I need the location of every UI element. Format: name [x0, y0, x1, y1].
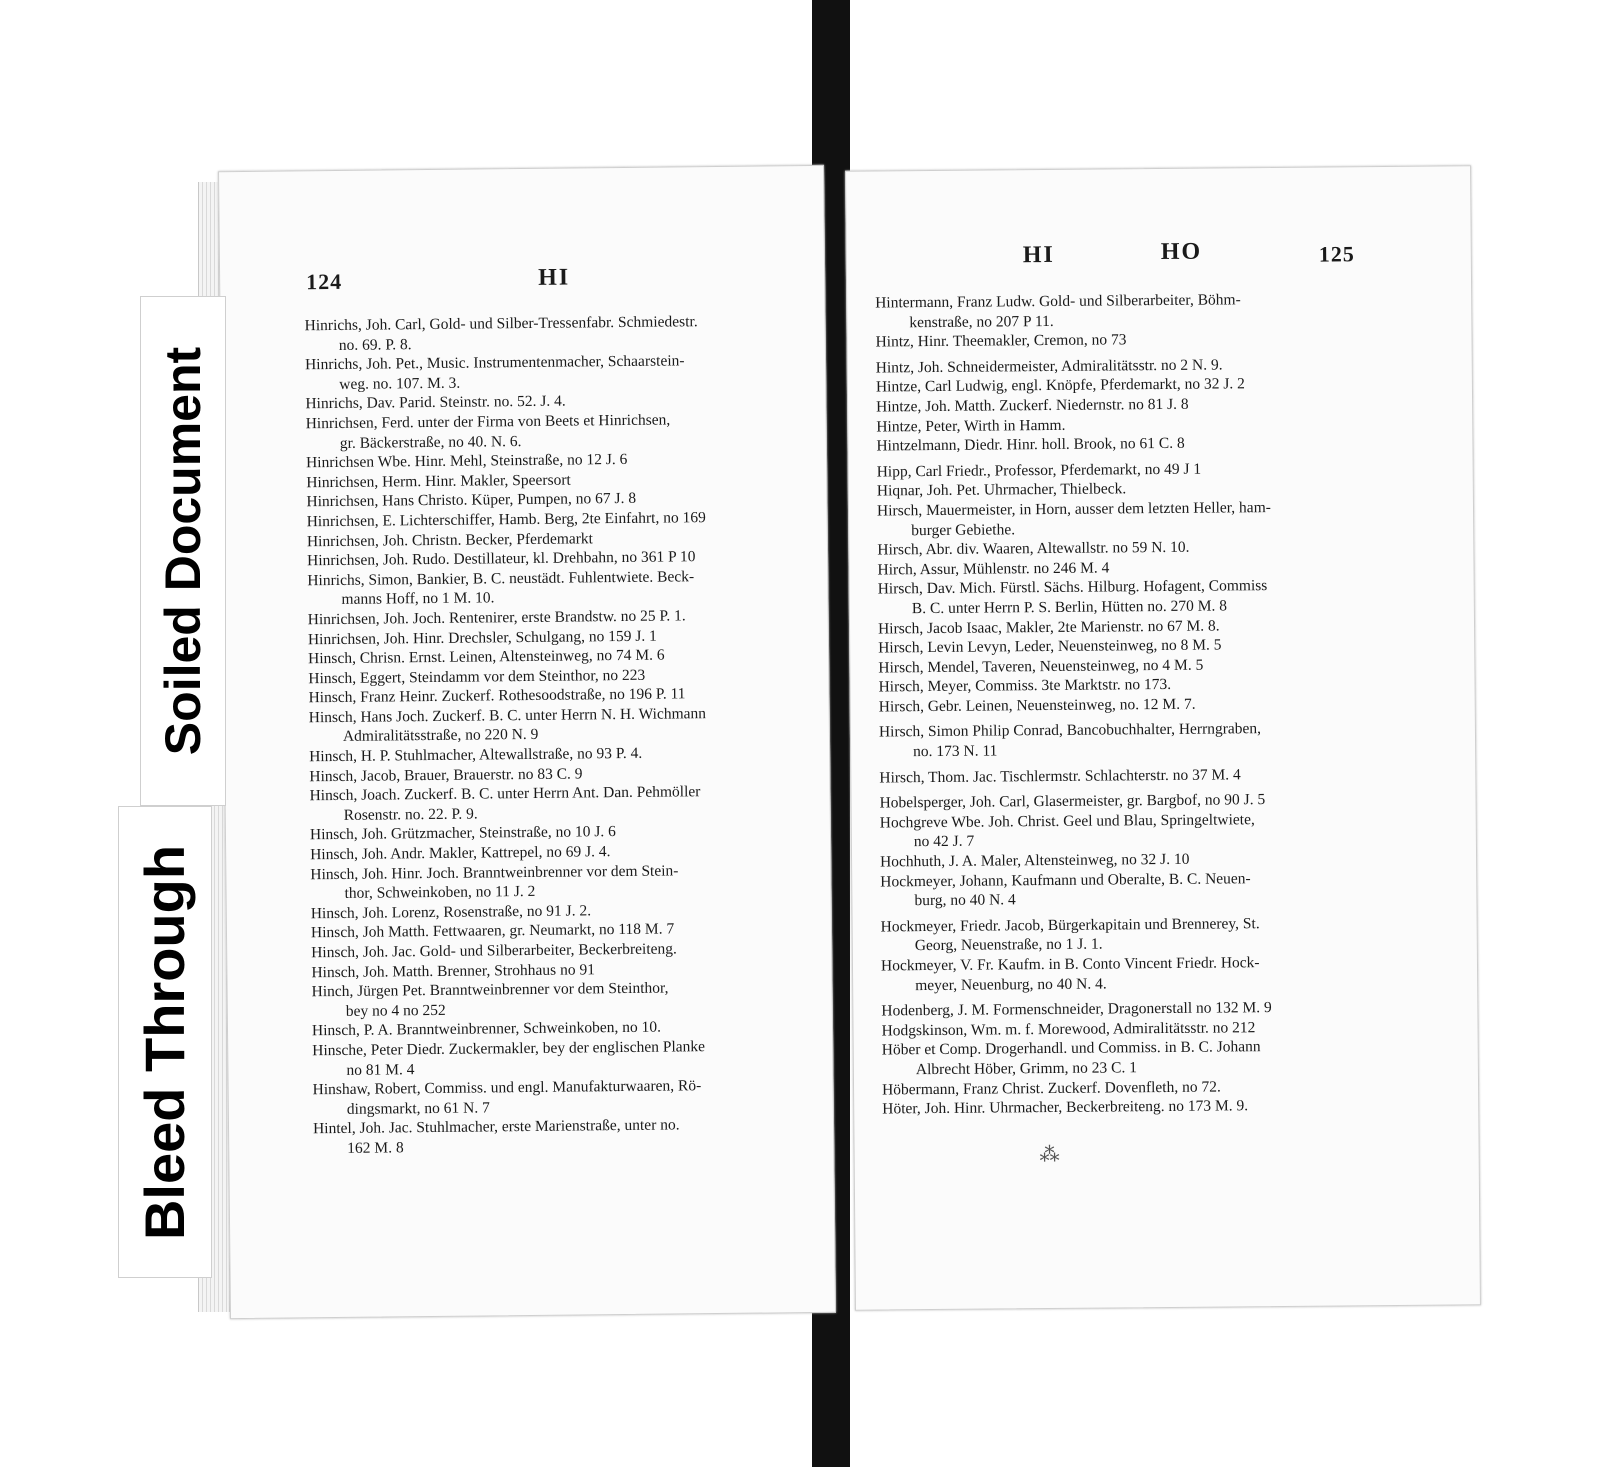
soiled-document-stamp: [140, 296, 226, 806]
directory-entry: [312, 1036, 808, 1080]
entry-continuation-line: thor, Schweinkoben, no 11 J. 2: [344, 883, 536, 903]
entry-continuation-line: Georg, Neuenstraße, no 1 J. 1.: [914, 935, 1103, 955]
entry-line: Hirsch, Abr. div. Waaren, Altewallstr. no 59 N. 10.: [877, 538, 1190, 559]
entry-line: Hintz, Joh. Schneidermeister, Admiralitätsstr. no 2 N. 9.: [875, 356, 1223, 377]
entry-line: Hinrichsen, Ferd. unter der Firma von Beets et Hinrichsen,: [305, 411, 671, 433]
ornament-icon: ⁂: [1039, 1143, 1058, 1167]
entry-line: Hinch, Jürgen Pet. Branntweinbrenner vor dem Steinthor,: [311, 979, 669, 1001]
entry-continuation-line: dingsmarkt, no 61 N. 7: [346, 1099, 490, 1118]
directory-entry: [312, 977, 808, 1021]
entry-line: Hirsch, Thom. Jac. Tischlermstr. Schlachterstr. no 37 M. 4: [879, 765, 1241, 787]
entry-line: Hinrichs, Simon, Bankier, B. C. neustädt. Fuhlentwiete. Beck-: [307, 567, 695, 590]
entry-line: Hochhuth, J. A. Maler, Altensteinweg, no 32 J. 10: [879, 850, 1190, 871]
entry-line: Hintze, Joh. Matth. Zuckerf. Niedernstr. no 81 J. 8: [876, 395, 1189, 416]
entry-continuation-line: burg, no 40 N. 4: [914, 891, 1016, 910]
right-page-header-hi: HI: [1022, 241, 1055, 269]
entry-line: Hinrichsen, E. Lichterschiffer, Hamb. Berg, 2te Einfahrt, no 169: [306, 509, 706, 531]
entry-line: Hinrichsen Wbe. Hinr. Mehl, Steinstraße, no 12 J. 6: [305, 451, 628, 472]
entry-line: Hinsch, Joh. Matth. Brenner, Strohhaus no 91: [311, 960, 596, 981]
entry-line: Hinsch, Chrisn. Ernst. Leinen, Altensteinweg, no 74 M. 6: [308, 646, 665, 668]
entry-continuation-line: gr. Bäckerstraße, no 40. N. 6.: [339, 432, 522, 452]
entry-continuation-line: 162 M. 8: [347, 1139, 404, 1157]
entry-line: Höter, Joh. Hinr. Uhrmacher, Beckerbreiteng. no 173 M. 9.: [882, 1097, 1249, 1118]
directory-entry: [876, 432, 1448, 457]
right-page: [845, 165, 1481, 1310]
directory-entry: [305, 350, 801, 394]
entry-line: Hodgskinson, Wm. m. f. Morewood, Admiralitätsstr. no 212: [881, 1018, 1256, 1040]
directory-entry: [309, 781, 805, 825]
entry-line: Hinrichs, Joh. Carl, Gold- und Silber-Tressenfabr. Schmiedestr.: [304, 313, 698, 335]
entry-line: Hinshaw, Robert, Commiss. und engl. Manufakturwaaren, Rö-: [312, 1077, 702, 1099]
entry-line: Hirsch, Jacob Isaac, Makler, 2te Marienstr. no 67 M. 8.: [877, 617, 1220, 637]
left-entry-list: [305, 311, 810, 1159]
entry-line: Höber et Comp. Drogerhandl. und Commiss. in B. C. Johann: [881, 1038, 1261, 1059]
entry-continuation-line: meyer, Neuenburg, no 40 N. 4.: [915, 975, 1107, 994]
entry-line: Hinsch, Joh. Grützmacher, Steinstraße, no 10 J. 6: [309, 823, 616, 844]
right-entry-list: [875, 289, 1454, 1120]
directory-entry: [305, 311, 801, 355]
directory-entry: [878, 575, 1450, 619]
directory-entry: [880, 867, 1452, 911]
entry-line: Hinsch, Hans Joch. Zuckerf. B. C. unter Herrn N. H. Wichmann: [308, 704, 707, 727]
bleed-through-label: Bleed Through: [133, 844, 197, 1240]
left-page-number: 124: [306, 268, 343, 295]
entry-line: Hinsch, Jacob, Brauer, Brauerstr. no 83 C. 9: [309, 765, 583, 785]
directory-entry: [879, 692, 1451, 717]
entry-line: Hinsch, Joh. Lorenz, Rosenstraße, no 91 J. 2.: [310, 902, 592, 923]
left-page: [218, 165, 836, 1319]
entry-line: Hodenberg, J. M. Formenschneider, Dragonerstall no 132 M. 9: [881, 999, 1272, 1020]
entry-continuation-line: Rosenstr. no. 22. P. 9.: [343, 805, 478, 824]
entry-line: Hockmeyer, Friedr. Jacob, Bürgerkapitain und Brennerey, St.: [880, 914, 1260, 936]
directory-entry: [310, 860, 806, 904]
entry-line: Hobelsperger, Joh. Carl, Glasermeister, gr. Bargbof, no 90 J. 5: [879, 791, 1266, 812]
entry-continuation-line: weg. no. 107. M. 3.: [339, 374, 461, 393]
entry-line: Hinrichsen, Joh. Hinr. Drechsler, Schulgang, no 159 J. 1: [307, 627, 657, 648]
entry-line: Hinsch, Eggert, Steindamm vor dem Steinthor, no 223: [308, 666, 646, 687]
entry-line: Hinsche, Peter Diedr. Zuckermakler, bey der englischen Planke: [312, 1038, 706, 1060]
entry-continuation-line: no. 173 N. 11: [913, 742, 998, 761]
entry-continuation-line: no 42 J. 7: [913, 833, 975, 851]
entry-line: Hinrichsen, Joh. Rudo. Destillateur, kl. Drehbahn, no 361 P 10: [307, 548, 696, 570]
directory-entry: [880, 808, 1452, 852]
entry-line: Hinsch, Joh. Jac. Gold- und Silberarbeiter, Beckerbreiteng.: [311, 940, 677, 962]
right-page-header-ho: HO: [1160, 238, 1203, 266]
directory-entry: [882, 1095, 1454, 1120]
directory-entry: [882, 1036, 1454, 1080]
entry-line: Hirsch, Gebr. Leinen, Neuensteinweg, no. 12 M. 7.: [878, 695, 1196, 716]
entry-line: Hinrichsen, Herm. Hinr. Makler, Speersort: [306, 471, 571, 492]
right-page-number: 125: [1318, 241, 1355, 267]
entry-continuation-line: Albrecht Höber, Grimm, no 23 C. 1: [915, 1059, 1138, 1079]
directory-entry: [306, 409, 802, 453]
entry-line: Hirsch, Levin Levyn, Leder, Neuensteinweg, no 8 M. 5: [878, 636, 1222, 657]
entry-line: Hinrichsen, Joh. Joch. Rentenirer, erste Brandstw. no 25 P. 1.: [307, 607, 686, 629]
entry-line: Hintzelmann, Diedr. Hinr. holl. Brook, no 61 C. 8: [876, 434, 1185, 455]
entry-line: Hirsch, Mendel, Taveren, Neuensteinweg, no 4 M. 5: [878, 656, 1204, 677]
entry-line: Hirsch, Dav. Mich. Fürstl. Sächs. Hilburg. Hofagent, Commiss: [877, 577, 1268, 598]
directory-entry: [313, 1075, 809, 1119]
entry-line: Hinsch, Franz Heinr. Zuckerf. Rothesoodstraße, no 196 P. 11: [308, 685, 686, 707]
entry-line: Hintze, Peter, Wirth in Hamm.: [876, 416, 1066, 436]
entry-line: Hintel, Joh. Jac. Stuhlmacher, erste Marienstraße, unter no.: [312, 1116, 680, 1138]
entry-line: Hinrichsen, Hans Christo. Küper, Pumpen, no 67 J. 8: [306, 490, 637, 511]
entry-line: Hinsch, Joh. Andr. Makler, Kattrepel, no 69 J. 4.: [310, 843, 611, 864]
entry-line: Hockmeyer, V. Fr. Kaufm. in B. Conto Vincent Friedr. Hock-: [880, 954, 1260, 975]
entry-line: Hinrichs, Joh. Pet., Music. Instrumentenmacher, Schaarstein-: [304, 352, 685, 374]
entry-continuation-line: no 81 M. 4: [346, 1060, 415, 1079]
entry-line: Hinrichsen, Joh. Christn. Becker, Pferdemarkt: [306, 529, 594, 550]
entry-line: Hirsch, Mauermeister, in Horn, ausser dem letzten Heller, ham-: [876, 498, 1271, 520]
directory-entry: [881, 951, 1453, 995]
bleed-through-stamp: [118, 806, 212, 1278]
entry-continuation-line: kenstraße, no 207 P 11.: [909, 312, 1054, 331]
entry-line: Hinsch, Joach. Zuckerf. B. C. unter Herrn Ant. Dan. Pehmöller: [309, 783, 701, 805]
entry-continuation-line: Admiralitätsstraße, no 220 N. 9: [342, 726, 539, 746]
entry-continuation-line: burger Gebiethe.: [911, 520, 1016, 539]
entry-line: Höbermann, Franz Christ. Zuckerf. Dovenfleth, no 72.: [881, 1078, 1221, 1099]
directory-entry: [309, 703, 805, 747]
directory-entry: [879, 718, 1451, 762]
entry-line: Hockmeyer, Johann, Kaufmann und Oberalte, B. C. Neuen-: [880, 869, 1251, 891]
entry-line: Hirch, Assur, Mühlenstr. no 246 M. 4: [877, 559, 1110, 579]
entry-line: Hinsch, H. P. Stuhlmacher, Altewallstraße, no 93 P. 4.: [309, 744, 643, 766]
directory-entry: [875, 289, 1447, 333]
entry-line: Hochgreve Wbe. Joh. Christ. Geel und Blau, Springeltwiete,: [879, 811, 1255, 832]
entry-line: Hinsch, Joh Matth. Fettwaaren, gr. Neumarkt, no 118 M. 7: [310, 920, 675, 942]
entry-line: Hinrichs, Dav. Parid. Steinstr. no. 52. J. 4.: [305, 392, 566, 413]
entry-line: Hintermann, Franz Ludw. Gold- und Silberarbeiter, Böhm-: [875, 291, 1241, 312]
directory-entry: [307, 566, 803, 610]
entry-continuation-line: bey no 4 no 252: [345, 1001, 446, 1020]
entry-line: Hintz, Hinr. Theemakler, Cremon, no 73: [875, 331, 1127, 351]
entry-line: Hipp, Carl Friedr., Professor, Pferdemarkt, no 49 J 1: [876, 460, 1202, 481]
directory-entry: [877, 496, 1449, 540]
entry-line: Hinsch, Joh. Hinr. Joch. Branntweinbrenner vor dem Stein-: [310, 862, 679, 883]
soiled-document-label: Soiled Document: [155, 346, 211, 756]
entry-line: Hiqnar, Joh. Pet. Uhrmacher, Thielbeck.: [876, 480, 1127, 500]
entry-line: Hintze, Carl Ludwig, engl. Knöpfe, Pferdemarkt, no 32 J. 2: [875, 375, 1245, 396]
left-page-header: HI: [538, 264, 571, 291]
entry-continuation-line: B. C. unter Herrn P. S. Berlin, Hütten no. 270 M. 8: [911, 597, 1228, 618]
entry-continuation-line: no. 69. P. 8.: [338, 335, 412, 354]
directory-entry: [879, 763, 1451, 788]
entry-line: Hirsch, Meyer, Commiss. 3te Marktstr. no 173.: [878, 676, 1172, 696]
directory-entry: [881, 912, 1453, 956]
entry-line: Hirsch, Simon Philip Conrad, Bancobuchhalter, Herrngraben,: [878, 720, 1262, 741]
directory-entry: [313, 1114, 809, 1158]
entry-line: Hinsch, P. A. Branntweinbrenner, Schweinkoben, no 10.: [311, 1018, 662, 1040]
directory-entry: [875, 328, 1447, 353]
entry-continuation-line: manns Hoff, no 1 M. 10.: [341, 589, 495, 609]
